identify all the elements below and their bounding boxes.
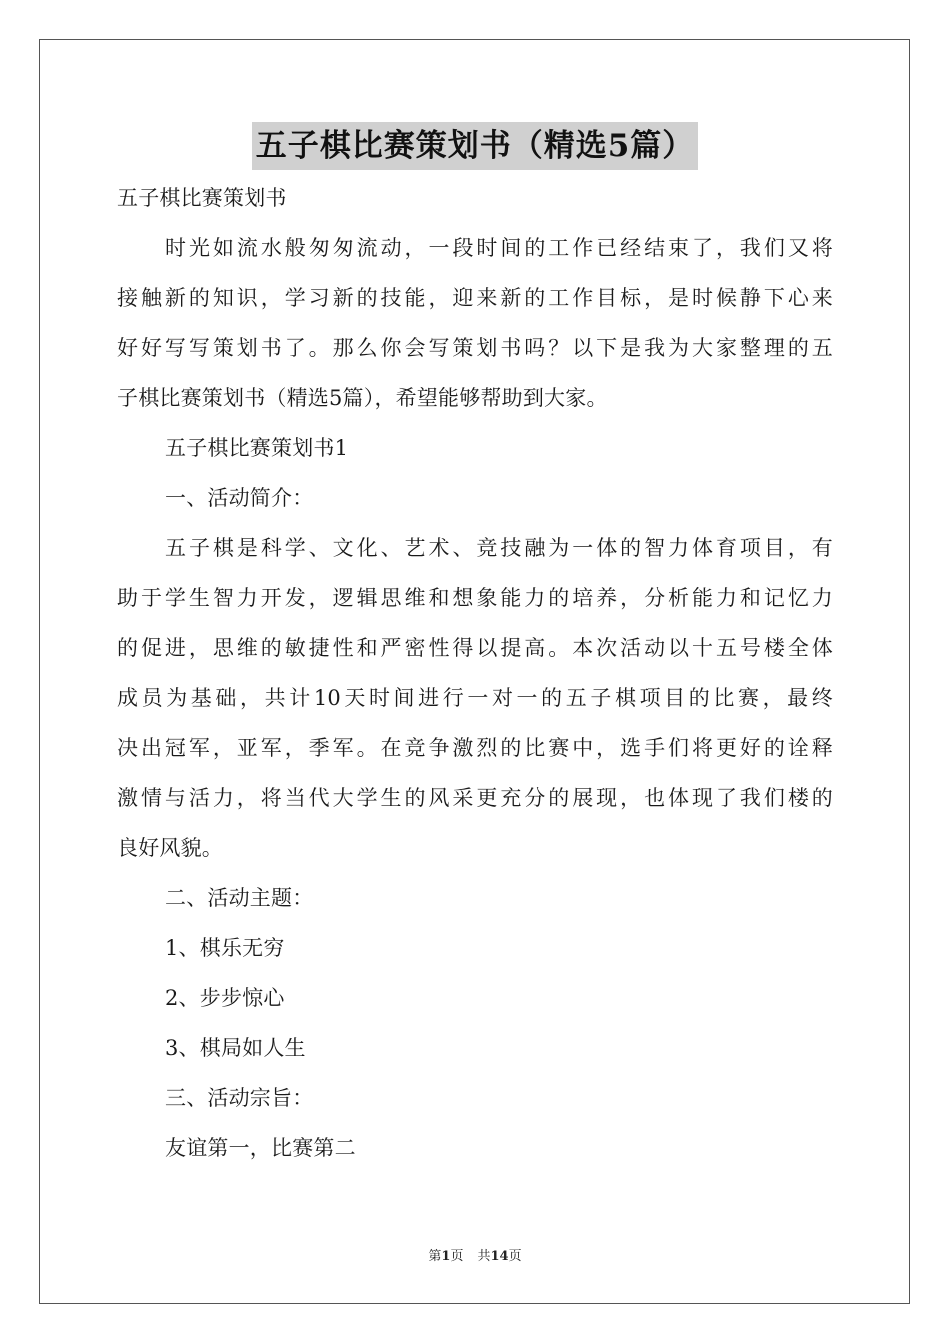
section-heading: 三、活动宗旨： xyxy=(165,1086,314,1110)
body-line: 接触新的知识，学习新的技能，迎来新的工作目标，是时候静下心来 xyxy=(117,286,833,310)
list-item: 3、棋局如人生 xyxy=(165,1036,306,1060)
body-line: 五子棋是科学、文化、艺术、竞技融为一体的智力体育项目，有 xyxy=(165,536,833,560)
document-title: 五子棋比赛策划书（精选5篇） xyxy=(252,122,699,170)
footer-page-total: 14 xyxy=(490,1249,509,1264)
body-line: 的促进，思维的敏捷性和严密性得以提高。本次活动以十五号楼全体 xyxy=(117,636,833,660)
footer-page-prefix: 第 xyxy=(428,1249,442,1264)
list-item: 1、棋乐无穷 xyxy=(165,936,285,960)
list-item: 2、步步惊心 xyxy=(165,986,285,1010)
section-heading: 五子棋比赛策划书1 xyxy=(165,436,349,460)
body-line: 成员为基础，共计10天时间进行一对一的五子棋项目的比赛，最终 xyxy=(117,686,833,710)
body-line: 助于学生智力开发，逻辑思维和想象能力的培养，分析能力和记忆力 xyxy=(117,586,833,610)
body-line: 时光如流水般匆匆流动，一段时间的工作已经结束了，我们又将 xyxy=(165,236,833,260)
subtitle-line: 五子棋比赛策划书 xyxy=(117,186,287,210)
body-line: 良好风貌。 xyxy=(117,836,223,860)
body-line: 激情与活力，将当代大学生的风采更充分的展现，也体现了我们楼的 xyxy=(117,786,833,810)
body-line: 好好写写策划书了。那么你会写策划书吗？以下是我为大家整理的五 xyxy=(117,336,833,360)
section-heading: 二、活动主题： xyxy=(165,886,314,910)
footer-page-current: 1 xyxy=(441,1249,451,1264)
body-line: 子棋比赛策划书（精选5篇），希望能够帮助到大家。 xyxy=(117,386,608,410)
page-border xyxy=(39,39,910,1304)
body-line: 友谊第一，比赛第二 xyxy=(165,1136,356,1160)
footer-page-unit: 页 xyxy=(450,1249,464,1264)
body-line: 决出冠军，亚军，季军。在竞争激烈的比赛中，选手们将更好的诠释 xyxy=(117,736,833,760)
footer-total-unit: 页 xyxy=(508,1249,522,1264)
footer-total-prefix: 共 xyxy=(477,1249,491,1264)
title-container xyxy=(0,122,950,170)
section-heading: 一、活动简介： xyxy=(165,486,314,510)
page-footer xyxy=(0,1247,950,1267)
